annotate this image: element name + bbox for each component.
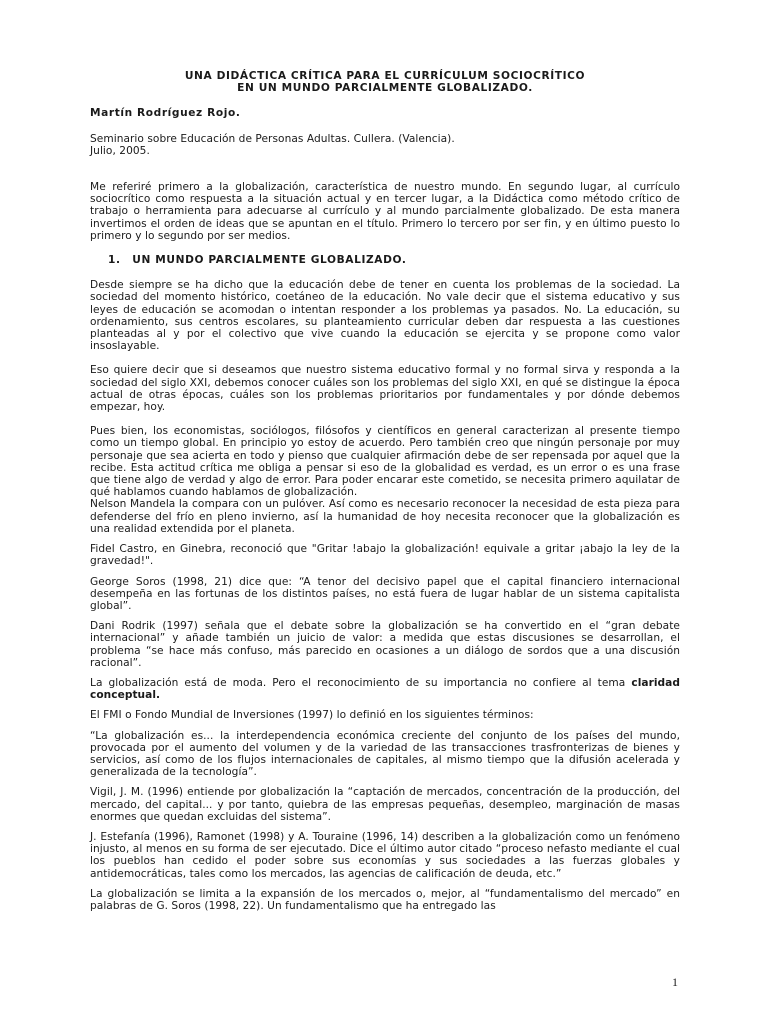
section-heading — [90, 254, 680, 266]
title-line-2: EN UN MUNDO PARCIALMENTE GLOBALIZADO. — [237, 82, 533, 95]
paragraph-12: J. Estefanía (1996), Ramonet (1998) y A. Touraine (1996, 14) describen a la globalización como un fenómeno injusto, al menos en su forma de ser ejecutado. Dice el último autor citado “proceso nefasto mediante el cual los pueblos han cedido el poder sobre sus economías y sus sociedades a las fuerzas globales y antidemocráticas, tales como los mercados, las agencias de calificación de deuda, etc.” — [90, 830, 680, 880]
paragraph-4: Nelson Mandela la compara con un pulóver. Así como es necesario reconocer la necesidad de esta pieza para defenderse del frío en pleno invierno, así la humanidad de hoy necesita reconocer que la globalización es una realidad extendida por el planeta. — [90, 498, 680, 535]
paragraph-8-emphasis: claridad conceptual. — [90, 676, 680, 702]
paragraph-1: Desde siempre se ha dicho que la educación debe de tener en cuenta los problemas de la sociedad. La sociedad del momento histórico, coetáneo de la educación. No vale decir que el sistema educativo y sus leyes de educación se acomodan o intentan responder a los problemas ya pasados. No. La educación, su ordenamiento, sus centros escolares, su planteamiento curricular deben dar respuesta a las cuestiones planteadas al y por el colectivo que vive cuando la educación se ejercita y se propone como valor insoslayable. — [90, 279, 680, 353]
document-title — [90, 70, 680, 94]
author-name: Martín Rodríguez Rojo. — [90, 107, 241, 120]
section-number: 1. — [108, 254, 121, 267]
document-date: Julio, 2005. — [90, 144, 150, 157]
paragraph-8 — [90, 677, 680, 701]
paragraph-7: Dani Rodrik (1997) señala que el debate sobre la globalización se ha convertido en el “gran debate internacional” y añade también un juicio de valor: a medida que estas discusiones se desarrollan, el problema “se hace más confuso, más parecido en ocasiones a un diálogo de sordos que a una discusión racional”. — [90, 620, 680, 669]
paragraph-5: Fidel Castro, en Ginebra, reconoció que "Gritar !abajo la globalización! equivale a gritar ¡abajo la ley de la gravedad!". — [90, 543, 680, 568]
paragraph-2: Eso quiere decir que si deseamos que nuestro sistema educativo formal y no formal sirva y responda a la sociedad del siglo XXI, debemos conocer cuáles son los problemas del siglo XXI, en qué se distingue la época actual de otras épocas, cuáles son los problemas prioritarios por fundamentales y por dónde debemos empezar, hoy. — [90, 364, 680, 414]
page-number: 1 — [672, 975, 678, 989]
paragraph-3: Pues bien, los economistas, sociólogos, filósofos y científicos en general caracterizan al presente tiempo como un tiempo global. En principio yo estoy de acuerdo. Pero también creo que ningún personaje por muy personaje que sea acierta en todo y pienso que cualquier afirmación debe de ser repensada por aquel que la recibe. Esta actitud crítica me obliga a pensar si eso de la globalidad es verdad, es un error o es una frase que tiene algo de verdad y algo de error. Para poder encarar este cometido, se necesita primero aquilatar de qué hablamos cuando hablamos de globalización. — [90, 425, 680, 499]
seminar-info: Seminario sobre Educación de Personas Adultas. Cullera. (Valencia). — [90, 132, 455, 145]
paragraph-11: Vigil, J. M. (1996) entiende por globalización la “captación de mercados, concentración de la producción, del mercado, del capital... y por tanto, quiebra de las empresas pequeñas, desempleo, marginación de masas enormes que quedan excluidas del sistema”. — [90, 786, 680, 823]
paragraph-9: El FMI o Fondo Mundial de Inversiones (1997) lo definió en los siguientes términos: — [90, 709, 534, 722]
title-line-1: UNA DIDÁCTICA CRÍTICA PARA EL CURRÍCULUM SOCIOCRÍTICO — [184, 70, 586, 82]
paragraph-8-text: La globalización está de moda. Pero el reconocimiento de su importancia no confiere al tema — [90, 676, 632, 689]
document-body — [90, 70, 680, 920]
document-meta — [90, 133, 680, 157]
intro-paragraph: Me referiré primero a la globalización, característica de nuestro mundo. En segundo lugar, al currículo sociocrítico como respuesta a la situación actual y en tercer lugar, a la Didáctica como método crítico de trabajo o herramienta para adecuarse al currículo y al mundo parcialmente globalizado. De esta manera invertimos el orden de ideas que se apuntan en el título. Primero lo tercero por ser fin, y en último puesto lo primero y lo segundo por ser medios. — [90, 181, 680, 242]
paragraph-13: La globalización se limita a la expansión de los mercados o, mejor, al “fundamentalismo del mercado” en palabras de G. Soros (1998, 22). Un fundamentalismo que ha entregado las — [90, 887, 680, 912]
section-title: UN MUNDO PARCIALMENTE GLOBALIZADO. — [132, 254, 407, 267]
paragraph-10: “La globalización es... la interdependencia económica creciente del conjunto de los países del mundo, provocada por el aumento del volumen y de la variedad de las transacciones trasfronterizas de bienes y servicios, así como de los flujos internacionales de capitales, al mismo tiempo que la difusión acelerada y generalizada de la tecnología”. — [90, 729, 680, 779]
paragraph-6: George Soros (1998, 21) dice que: “A tenor del decisivo papel que el capital financiero internacional desempeña en las fortunas de los distintos países, no está fuera de lugar hablar de un sistema capitalista global”. — [90, 575, 680, 612]
